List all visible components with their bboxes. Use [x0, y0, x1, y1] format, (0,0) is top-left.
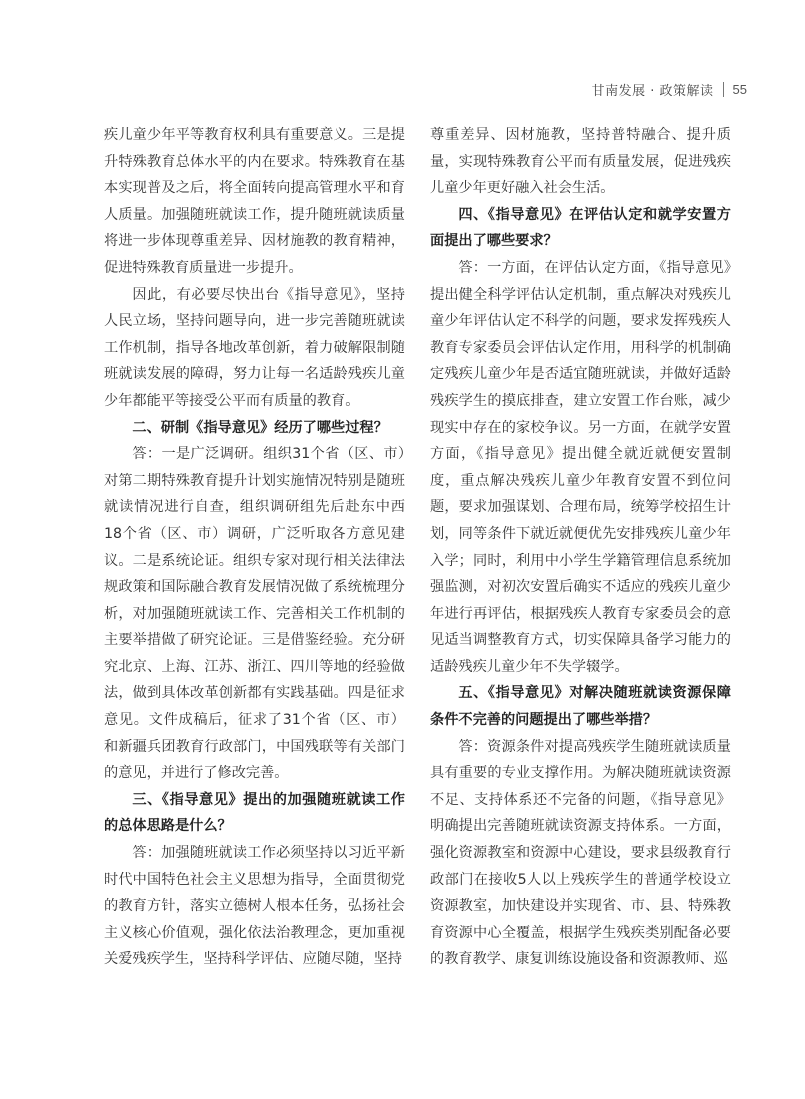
question-heading-4: 四、《指导意见》在评估认定和就学安置方面提出了哪些要求？: [430, 206, 731, 250]
paragraph-continued: 尊重差异、因材施教，坚持普特融合、提升质量，实现特殊教育公平而有质量发展，促进残疾儿童少年更好融入社会生活。: [430, 127, 731, 197]
running-header: [592, 80, 747, 98]
answer-paragraph: 答：一方面，在评估认定方面，《指导意见》提出健全科学评估认定机制，重点解决对残疾儿童少年评估认定不科学的问题，要求发挥残疾人教育专家委员会评估认定作用，用科学的机制确定残疾儿童少年是否适宜随班就读，并做好适龄残疾学生的摸底排查，建立安置工作台账，减少现实中存在的家校争议。另一方面，在就学安置方面，《指导意见》提出健全就近就便安置制度，重点解决残疾儿童少年教育安置不到位问题，要求加强谋划、合理布局，统筹学校招生计划，同等条件下就近就便优先安排残疾儿童少年入学；同时，利用中小学生学籍管理信息系统加强监测，对初次安置后确实不适应的残疾儿童少年进行再评估，根据残疾人教育专家委员会的意见适当调整教育方式，切实保障具备学习能力的适龄残疾儿童少年不失学辍学。: [430, 259, 731, 675]
paragraph-continued: 疾儿童少年平等教育权利具有重要意义。三是提升特殊教育总体水平的内在要求。特殊教育在基本实现普及之后，将全面转向提高管理水平和育人质量。加强随班就读工作，提升随班就读质量将进一步体现尊重差异、因材施教的教育精神，促进特殊教育质量进一步提升。: [104, 127, 405, 276]
paragraph: 因此，有必要尽快出台《指导意见》，坚持人民立场，坚持问题导向，进一步完善随班就读工作机制，指导各地改革创新，着力破解限制随班就读发展的障碍，努力让每一名适龄残疾儿童少年都能平等接受公平而有质量的教育。: [104, 286, 405, 409]
section-title: 甘南发展 · 政策解读: [591, 83, 714, 99]
right-column: [430, 122, 731, 973]
question-heading-2: 二、研制《指导意见》经历了哪些过程？: [132, 419, 388, 436]
header-divider: [723, 82, 724, 97]
answer-paragraph: 答：加强随班就读工作必须坚持以习近平新时代中国特色社会主义思想为指导，全面贯彻党的教育方针，落实立德树人根本任务，弘扬社会主义核心价值观，强化依法治教理念，更加重视关爱残疾学生，坚持科学评估、应随尽随，坚持: [104, 845, 405, 968]
answer-paragraph: 答：一是广泛调研。组织31个省（区、市）对第二期特殊教育提升计划实施情况特别是随班就读情况进行自查，组织调研组先后赴东中西18个省（区、市）调研，广泛听取各方意见建议。二是系统论证。组织专家对现行相关法律法规政策和国际融合教育发展情况做了系统梳理分析，对加强随班就读工作、完善相关工作机制的主要举措做了研究论证。三是借鉴经验。充分研究北京、上海、江苏、浙江、四川等地的经验做法，做到具体改革创新都有实践基础。四是征求意见。文件成稿后，征求了31个省（区、市）和新疆兵团教育行政部门，中国残联等有关部门的意见，并进行了修改完善。: [104, 446, 405, 782]
question-heading-5: 五、《指导意见》对解决随班就读资源保障条件不完善的问题提出了哪些举措？: [430, 685, 731, 729]
left-column: [104, 122, 405, 973]
answer-paragraph: 答：资源条件对提高残疾学生随班就读质量具有重要的专业支撑作用。为解决随班就读资源不足、支持体系还不完备的问题，《指导意见》明确提出完善随班就读资源支持体系。一方面，强化资源教室和资源中心建设，要求县级教育行政部门在接收5人以上残疾学生的普通学校设立资源教室，加快建设并实现省、市、县、特殊教育资源中心全覆盖，根据学生残疾类别配备必要的教育教学、康复训练设施设备和资源教师、巡: [430, 738, 731, 968]
question-heading-3: 三、《指导意见》提出的加强随班就读工作的总体思路是什么？: [104, 791, 405, 835]
page-number: 55: [732, 81, 747, 97]
